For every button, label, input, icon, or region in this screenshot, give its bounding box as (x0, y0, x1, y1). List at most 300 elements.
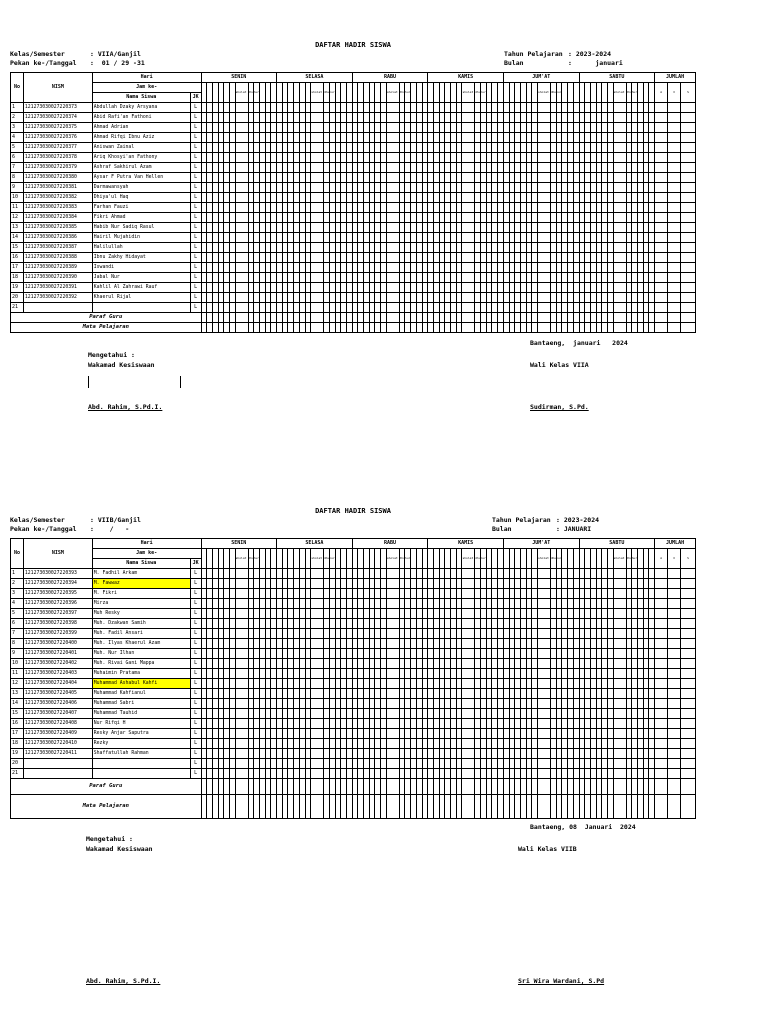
attendance-cell[interactable] (655, 749, 668, 759)
attendance-cell[interactable] (655, 629, 668, 639)
attendance-cell[interactable] (462, 143, 475, 153)
attendance-cell[interactable] (235, 203, 248, 213)
mapel-cell[interactable] (668, 795, 681, 819)
attendance-cell[interactable] (311, 213, 324, 223)
paraf-cell[interactable] (538, 313, 551, 323)
attendance-cell[interactable] (462, 293, 475, 303)
attendance-cell[interactable] (668, 183, 681, 193)
attendance-cell[interactable] (668, 589, 681, 599)
attendance-cell[interactable] (680, 263, 695, 273)
attendance-cell[interactable] (386, 243, 399, 253)
attendance-cell[interactable] (538, 629, 551, 639)
attendance-cell[interactable] (386, 599, 399, 609)
attendance-cell[interactable] (386, 103, 399, 113)
attendance-cell[interactable] (462, 639, 475, 649)
attendance-cell[interactable] (235, 579, 248, 589)
paraf-cell[interactable] (655, 779, 668, 795)
attendance-cell[interactable] (655, 223, 668, 233)
attendance-cell[interactable] (538, 739, 551, 749)
attendance-cell[interactable] (462, 223, 475, 233)
attendance-cell[interactable] (462, 759, 475, 769)
attendance-cell[interactable] (668, 669, 681, 679)
attendance-cell[interactable] (462, 233, 475, 243)
attendance-cell[interactable] (613, 719, 626, 729)
attendance-cell[interactable] (462, 679, 475, 689)
attendance-cell[interactable] (613, 213, 626, 223)
attendance-cell[interactable] (538, 719, 551, 729)
attendance-cell[interactable] (613, 153, 626, 163)
attendance-cell[interactable] (538, 223, 551, 233)
attendance-cell[interactable] (655, 739, 668, 749)
paraf-cell[interactable] (235, 313, 248, 323)
attendance-cell[interactable] (462, 243, 475, 253)
attendance-cell[interactable] (462, 113, 475, 123)
attendance-cell[interactable] (386, 303, 399, 313)
attendance-cell[interactable] (680, 659, 695, 669)
attendance-cell[interactable] (538, 569, 551, 579)
paraf-cell[interactable] (462, 313, 475, 323)
attendance-cell[interactable] (680, 273, 695, 283)
paraf-cell[interactable] (311, 779, 324, 795)
attendance-cell[interactable] (655, 303, 668, 313)
attendance-cell[interactable] (613, 649, 626, 659)
attendance-cell[interactable] (462, 589, 475, 599)
attendance-cell[interactable] (311, 273, 324, 283)
attendance-cell[interactable] (613, 123, 626, 133)
attendance-cell[interactable] (386, 609, 399, 619)
attendance-cell[interactable] (613, 569, 626, 579)
attendance-cell[interactable] (655, 679, 668, 689)
attendance-cell[interactable] (668, 749, 681, 759)
attendance-cell[interactable] (462, 579, 475, 589)
attendance-cell[interactable] (235, 729, 248, 739)
attendance-cell[interactable] (668, 709, 681, 719)
attendance-cell[interactable] (311, 283, 324, 293)
attendance-cell[interactable] (655, 273, 668, 283)
attendance-cell[interactable] (680, 243, 695, 253)
attendance-cell[interactable] (655, 133, 668, 143)
attendance-cell[interactable] (235, 599, 248, 609)
paraf-cell[interactable] (655, 313, 668, 323)
attendance-cell[interactable] (538, 243, 551, 253)
attendance-cell[interactable] (235, 233, 248, 243)
attendance-cell[interactable] (235, 163, 248, 173)
mapel-cell[interactable] (235, 323, 248, 333)
attendance-cell[interactable] (613, 243, 626, 253)
attendance-cell[interactable] (538, 113, 551, 123)
paraf-cell[interactable] (668, 313, 681, 323)
paraf-cell[interactable] (613, 313, 626, 323)
attendance-cell[interactable] (386, 253, 399, 263)
attendance-cell[interactable] (668, 113, 681, 123)
attendance-cell[interactable] (655, 659, 668, 669)
attendance-cell[interactable] (655, 599, 668, 609)
attendance-cell[interactable] (680, 719, 695, 729)
attendance-cell[interactable] (462, 649, 475, 659)
attendance-cell[interactable] (538, 153, 551, 163)
attendance-cell[interactable] (538, 589, 551, 599)
attendance-cell[interactable] (235, 273, 248, 283)
paraf-cell[interactable] (668, 779, 681, 795)
attendance-cell[interactable] (538, 173, 551, 183)
attendance-cell[interactable] (613, 609, 626, 619)
attendance-cell[interactable] (538, 679, 551, 689)
attendance-cell[interactable] (386, 679, 399, 689)
attendance-cell[interactable] (613, 283, 626, 293)
attendance-cell[interactable] (668, 659, 681, 669)
attendance-cell[interactable] (613, 303, 626, 313)
attendance-cell[interactable] (655, 759, 668, 769)
attendance-cell[interactable] (680, 133, 695, 143)
attendance-cell[interactable] (311, 263, 324, 273)
attendance-cell[interactable] (613, 263, 626, 273)
attendance-cell[interactable] (386, 113, 399, 123)
attendance-cell[interactable] (538, 579, 551, 589)
attendance-cell[interactable] (235, 669, 248, 679)
attendance-cell[interactable] (311, 153, 324, 163)
attendance-cell[interactable] (538, 303, 551, 313)
attendance-cell[interactable] (613, 759, 626, 769)
attendance-cell[interactable] (311, 729, 324, 739)
attendance-cell[interactable] (668, 193, 681, 203)
attendance-cell[interactable] (668, 699, 681, 709)
attendance-cell[interactable] (462, 619, 475, 629)
attendance-cell[interactable] (680, 303, 695, 313)
attendance-cell[interactable] (462, 769, 475, 779)
attendance-cell[interactable] (613, 233, 626, 243)
attendance-cell[interactable] (538, 143, 551, 153)
attendance-cell[interactable] (386, 709, 399, 719)
attendance-cell[interactable] (462, 123, 475, 133)
attendance-cell[interactable] (235, 739, 248, 749)
attendance-cell[interactable] (613, 589, 626, 599)
attendance-cell[interactable] (655, 193, 668, 203)
attendance-cell[interactable] (311, 203, 324, 213)
attendance-cell[interactable] (386, 193, 399, 203)
attendance-cell[interactable] (311, 679, 324, 689)
paraf-cell[interactable] (462, 779, 475, 795)
attendance-cell[interactable] (538, 263, 551, 273)
attendance-cell[interactable] (668, 273, 681, 283)
attendance-cell[interactable] (680, 709, 695, 719)
attendance-cell[interactable] (386, 153, 399, 163)
attendance-cell[interactable] (680, 113, 695, 123)
attendance-cell[interactable] (538, 213, 551, 223)
attendance-cell[interactable] (235, 243, 248, 253)
paraf-cell[interactable] (386, 779, 399, 795)
attendance-cell[interactable] (655, 103, 668, 113)
attendance-cell[interactable] (386, 163, 399, 173)
attendance-cell[interactable] (668, 253, 681, 263)
attendance-cell[interactable] (655, 589, 668, 599)
attendance-cell[interactable] (311, 669, 324, 679)
attendance-cell[interactable] (235, 699, 248, 709)
attendance-cell[interactable] (613, 729, 626, 739)
attendance-cell[interactable] (538, 283, 551, 293)
attendance-cell[interactable] (386, 213, 399, 223)
attendance-cell[interactable] (613, 163, 626, 173)
paraf-cell[interactable] (311, 313, 324, 323)
attendance-cell[interactable] (538, 669, 551, 679)
attendance-cell[interactable] (235, 223, 248, 233)
attendance-cell[interactable] (680, 569, 695, 579)
attendance-cell[interactable] (386, 579, 399, 589)
attendance-cell[interactable] (311, 699, 324, 709)
attendance-cell[interactable] (613, 689, 626, 699)
attendance-cell[interactable] (235, 293, 248, 303)
attendance-cell[interactable] (462, 569, 475, 579)
attendance-cell[interactable] (311, 253, 324, 263)
attendance-cell[interactable] (680, 163, 695, 173)
attendance-cell[interactable] (311, 163, 324, 173)
attendance-cell[interactable] (680, 253, 695, 263)
attendance-cell[interactable] (462, 739, 475, 749)
attendance-cell[interactable] (680, 729, 695, 739)
attendance-cell[interactable] (655, 243, 668, 253)
attendance-cell[interactable] (235, 609, 248, 619)
attendance-cell[interactable] (386, 263, 399, 273)
attendance-cell[interactable] (613, 659, 626, 669)
attendance-cell[interactable] (613, 599, 626, 609)
attendance-cell[interactable] (613, 749, 626, 759)
paraf-cell[interactable] (386, 313, 399, 323)
attendance-cell[interactable] (668, 283, 681, 293)
attendance-cell[interactable] (311, 749, 324, 759)
attendance-cell[interactable] (668, 243, 681, 253)
attendance-cell[interactable] (462, 629, 475, 639)
paraf-cell[interactable] (613, 779, 626, 795)
paraf-cell[interactable] (235, 779, 248, 795)
attendance-cell[interactable] (668, 719, 681, 729)
attendance-cell[interactable] (235, 679, 248, 689)
attendance-cell[interactable] (235, 589, 248, 599)
attendance-cell[interactable] (311, 719, 324, 729)
attendance-cell[interactable] (668, 649, 681, 659)
attendance-cell[interactable] (668, 163, 681, 173)
attendance-cell[interactable] (668, 293, 681, 303)
attendance-cell[interactable] (235, 689, 248, 699)
attendance-cell[interactable] (235, 639, 248, 649)
attendance-cell[interactable] (462, 699, 475, 709)
attendance-cell[interactable] (311, 769, 324, 779)
attendance-cell[interactable] (655, 183, 668, 193)
attendance-cell[interactable] (311, 223, 324, 233)
attendance-cell[interactable] (235, 133, 248, 143)
attendance-cell[interactable] (235, 709, 248, 719)
attendance-cell[interactable] (655, 569, 668, 579)
attendance-cell[interactable] (680, 283, 695, 293)
attendance-cell[interactable] (538, 619, 551, 629)
attendance-cell[interactable] (655, 263, 668, 273)
attendance-cell[interactable] (235, 619, 248, 629)
attendance-cell[interactable] (311, 589, 324, 599)
attendance-cell[interactable] (235, 569, 248, 579)
attendance-cell[interactable] (386, 233, 399, 243)
attendance-cell[interactable] (311, 569, 324, 579)
attendance-cell[interactable] (668, 729, 681, 739)
attendance-cell[interactable] (386, 589, 399, 599)
attendance-cell[interactable] (386, 569, 399, 579)
attendance-cell[interactable] (538, 709, 551, 719)
attendance-cell[interactable] (311, 739, 324, 749)
attendance-cell[interactable] (613, 629, 626, 639)
attendance-cell[interactable] (538, 123, 551, 133)
attendance-cell[interactable] (668, 263, 681, 273)
attendance-cell[interactable] (311, 629, 324, 639)
attendance-cell[interactable] (311, 709, 324, 719)
attendance-cell[interactable] (613, 639, 626, 649)
mapel-cell[interactable] (538, 323, 551, 333)
attendance-cell[interactable] (613, 679, 626, 689)
attendance-cell[interactable] (386, 223, 399, 233)
attendance-cell[interactable] (462, 193, 475, 203)
attendance-cell[interactable] (655, 709, 668, 719)
attendance-cell[interactable] (668, 153, 681, 163)
attendance-cell[interactable] (235, 183, 248, 193)
attendance-cell[interactable] (613, 709, 626, 719)
attendance-cell[interactable] (680, 103, 695, 113)
attendance-cell[interactable] (655, 293, 668, 303)
attendance-cell[interactable] (311, 659, 324, 669)
attendance-cell[interactable] (462, 253, 475, 263)
attendance-cell[interactable] (680, 193, 695, 203)
attendance-cell[interactable] (680, 699, 695, 709)
attendance-cell[interactable] (386, 293, 399, 303)
attendance-cell[interactable] (462, 599, 475, 609)
attendance-cell[interactable] (680, 233, 695, 243)
attendance-cell[interactable] (668, 173, 681, 183)
attendance-cell[interactable] (386, 759, 399, 769)
attendance-cell[interactable] (655, 699, 668, 709)
attendance-cell[interactable] (235, 283, 248, 293)
mapel-cell[interactable] (311, 795, 324, 819)
attendance-cell[interactable] (386, 639, 399, 649)
attendance-cell[interactable] (538, 193, 551, 203)
attendance-cell[interactable] (386, 123, 399, 133)
attendance-cell[interactable] (655, 609, 668, 619)
attendance-cell[interactable] (668, 689, 681, 699)
attendance-cell[interactable] (668, 739, 681, 749)
attendance-cell[interactable] (235, 173, 248, 183)
attendance-cell[interactable] (680, 649, 695, 659)
mapel-cell[interactable] (655, 323, 668, 333)
attendance-cell[interactable] (538, 233, 551, 243)
attendance-cell[interactable] (668, 679, 681, 689)
attendance-cell[interactable] (680, 629, 695, 639)
attendance-cell[interactable] (462, 103, 475, 113)
attendance-cell[interactable] (311, 759, 324, 769)
attendance-cell[interactable] (613, 739, 626, 749)
attendance-cell[interactable] (680, 689, 695, 699)
attendance-cell[interactable] (668, 769, 681, 779)
attendance-cell[interactable] (668, 203, 681, 213)
paraf-cell[interactable] (680, 313, 695, 323)
attendance-cell[interactable] (613, 619, 626, 629)
attendance-cell[interactable] (680, 203, 695, 213)
attendance-cell[interactable] (680, 599, 695, 609)
mapel-cell[interactable] (462, 323, 475, 333)
attendance-cell[interactable] (235, 749, 248, 759)
attendance-cell[interactable] (386, 143, 399, 153)
attendance-cell[interactable] (680, 759, 695, 769)
attendance-cell[interactable] (680, 173, 695, 183)
attendance-cell[interactable] (462, 749, 475, 759)
attendance-cell[interactable] (311, 619, 324, 629)
attendance-cell[interactable] (538, 293, 551, 303)
attendance-cell[interactable] (655, 173, 668, 183)
attendance-cell[interactable] (538, 759, 551, 769)
mapel-cell[interactable] (655, 795, 668, 819)
mapel-cell[interactable] (668, 323, 681, 333)
attendance-cell[interactable] (462, 709, 475, 719)
attendance-cell[interactable] (668, 639, 681, 649)
attendance-cell[interactable] (386, 719, 399, 729)
attendance-cell[interactable] (655, 669, 668, 679)
attendance-cell[interactable] (668, 143, 681, 153)
attendance-cell[interactable] (613, 579, 626, 589)
attendance-cell[interactable] (386, 283, 399, 293)
attendance-cell[interactable] (235, 759, 248, 769)
attendance-cell[interactable] (462, 213, 475, 223)
attendance-cell[interactable] (538, 609, 551, 619)
attendance-cell[interactable] (680, 669, 695, 679)
attendance-cell[interactable] (235, 263, 248, 273)
attendance-cell[interactable] (680, 143, 695, 153)
mapel-cell[interactable] (235, 795, 248, 819)
attendance-cell[interactable] (538, 133, 551, 143)
attendance-cell[interactable] (386, 173, 399, 183)
attendance-cell[interactable] (311, 689, 324, 699)
attendance-cell[interactable] (668, 133, 681, 143)
attendance-cell[interactable] (680, 749, 695, 759)
attendance-cell[interactable] (655, 113, 668, 123)
attendance-cell[interactable] (235, 193, 248, 203)
attendance-cell[interactable] (386, 769, 399, 779)
attendance-cell[interactable] (680, 769, 695, 779)
attendance-cell[interactable] (538, 253, 551, 263)
attendance-cell[interactable] (655, 163, 668, 173)
attendance-cell[interactable] (462, 203, 475, 213)
attendance-cell[interactable] (311, 183, 324, 193)
attendance-cell[interactable] (462, 659, 475, 669)
attendance-cell[interactable] (680, 639, 695, 649)
attendance-cell[interactable] (655, 253, 668, 263)
attendance-cell[interactable] (680, 213, 695, 223)
attendance-cell[interactable] (668, 599, 681, 609)
attendance-cell[interactable] (235, 123, 248, 133)
attendance-cell[interactable] (386, 699, 399, 709)
attendance-cell[interactable] (613, 253, 626, 263)
attendance-cell[interactable] (655, 689, 668, 699)
attendance-cell[interactable] (386, 619, 399, 629)
attendance-cell[interactable] (613, 173, 626, 183)
attendance-cell[interactable] (613, 143, 626, 153)
attendance-cell[interactable] (538, 649, 551, 659)
attendance-cell[interactable] (655, 639, 668, 649)
attendance-cell[interactable] (538, 769, 551, 779)
attendance-cell[interactable] (235, 103, 248, 113)
attendance-cell[interactable] (668, 759, 681, 769)
attendance-cell[interactable] (386, 669, 399, 679)
attendance-cell[interactable] (311, 233, 324, 243)
mapel-cell[interactable] (680, 795, 695, 819)
attendance-cell[interactable] (311, 579, 324, 589)
attendance-cell[interactable] (462, 719, 475, 729)
attendance-cell[interactable] (538, 749, 551, 759)
attendance-cell[interactable] (613, 113, 626, 123)
attendance-cell[interactable] (613, 103, 626, 113)
attendance-cell[interactable] (235, 143, 248, 153)
